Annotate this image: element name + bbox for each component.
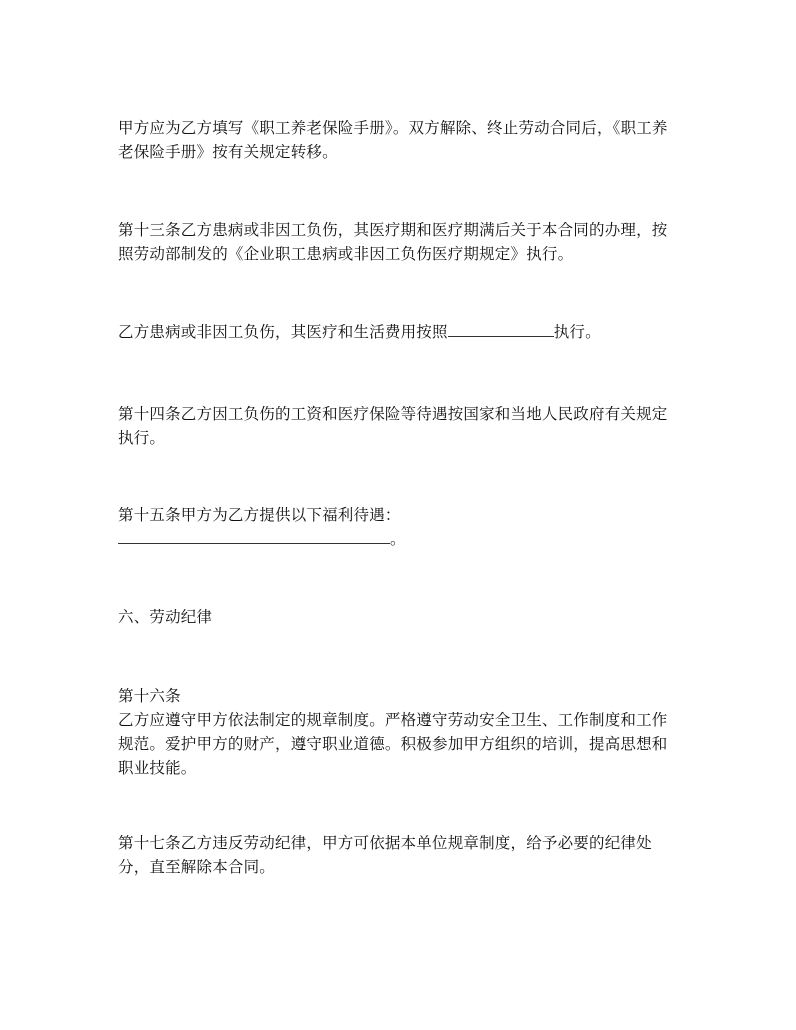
medical-expenses-text: 乙方患病或非因工负伤，其医疗和生活费用按照: [118, 323, 448, 341]
article-16-body: 乙方应遵守甲方依法制定的规章制度。严格遵守劳动安全卫生、工作制度和工作规范。爱护甲方的财产，遵守职业道德。积极参加甲方组织的培训，提高思想和职业技能。: [118, 711, 668, 777]
paragraph-article-15: [118, 503, 683, 551]
paragraph-medical-expenses: [118, 320, 683, 344]
article-16-title: 第十六条: [118, 687, 181, 705]
fill-in-blank-long: [118, 527, 390, 544]
fill-in-blank: [448, 320, 554, 337]
paragraph-article-17: 第十七条乙方违反劳动纪律，甲方可依据本单位规章制度，给予必要的纪律处分，直至解除本合同。: [118, 834, 652, 876]
article-15-tail: 。: [390, 530, 406, 548]
paragraph-article-13: 第十三条乙方患病或非因工负伤，其医疗期和医疗期满后关于本合同的办理，按照劳动部制发的《企业职工患病或非因工负伤医疗期规定》执行。: [118, 221, 668, 263]
section-heading-labor-discipline: 六、劳动纪律: [118, 608, 213, 626]
article-15-text: 第十五条甲方为乙方提供以下福利待遇：: [118, 506, 401, 524]
paragraph-article-16: [118, 684, 683, 780]
paragraph-article-14: 第十四条乙方因工负伤的工资和医疗保险等待遇按国家和当地人民政府有关规定执行。: [118, 405, 668, 447]
medical-expenses-tail: 执行。: [553, 323, 601, 341]
paragraph-pension-handbook: 甲方应为乙方填写《职工养老保险手册》。双方解除、终止劳动合同后，《职工养老保险手册》按有关规定转移。: [118, 119, 668, 161]
